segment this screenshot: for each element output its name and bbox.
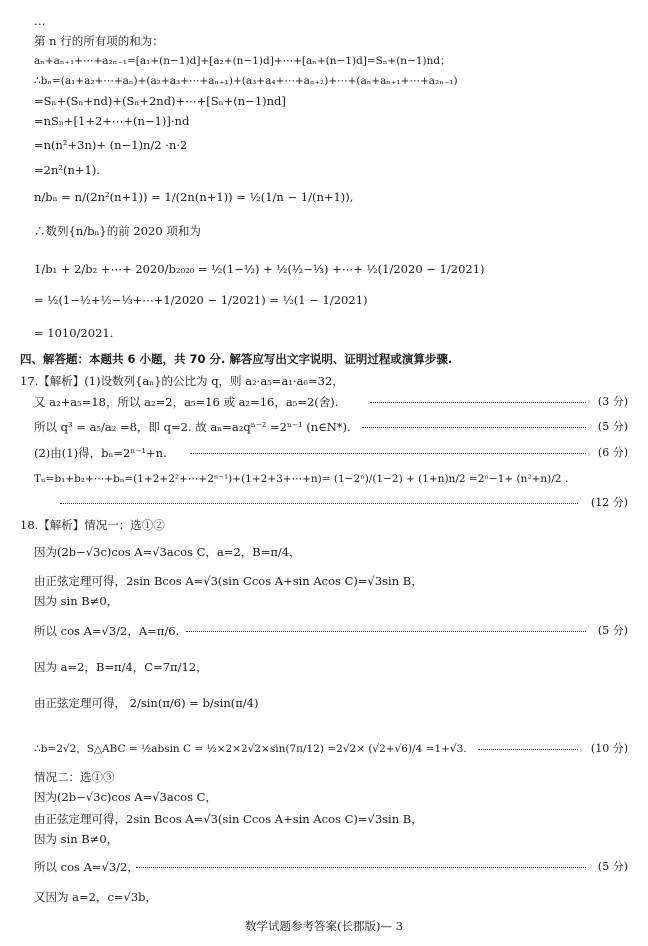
q18-line-4: 因为 sin B≠0，	[34, 594, 119, 608]
q18-line-5: 所以 cos A=√3/2，A=π/6.	[34, 624, 180, 638]
q18-line-11: 因为 sin B≠0，	[34, 832, 119, 846]
q18-case-2: 情况二：选①③	[34, 770, 115, 784]
sum-2020-step-1: 1/b₁ + 2/b₂ +⋯+ 2020/b₂₀₂₀ = ½(1−½) + ½(½−⅓) +⋯+ ½(1/2020 − 1/2021)	[34, 262, 485, 276]
score-5c: (5 分)	[597, 860, 628, 873]
n-over-bn: n/bₙ = n/(2n²(n+1)) = 1/(2n(n+1)) = ½(1/n − 1/(n+1)),	[34, 190, 354, 204]
bn-step-2: =nSₙ+[1+2+⋯+(n−1)]·nd	[34, 114, 190, 128]
dot-leader	[136, 867, 586, 868]
score-12: (12 分)	[590, 496, 628, 509]
q17-line-2: 又 a₂+a₅=18，所以 a₂=2，a₅=16 或 a₂=16，a₅=2(舍).	[34, 395, 339, 409]
sum-2020-step-2: = ½(1−½+½−⅓+⋯+1/2020 − 1/2021) = ½(1 − 1/2021)	[34, 293, 368, 307]
q18-line-2: 因为(2b−√3c)cos A=√3acos C，a=2，B=π/4，	[34, 545, 301, 559]
q18-line-3: 由正弦定理可得，2sin Bcos A=√3(sin Ccos A+sin Acos C)=√3sin B，	[34, 574, 423, 588]
score-5b: (5 分)	[597, 624, 628, 637]
bn-step-1: =Sₙ+(Sₙ+nd)+(Sₙ+2nd)+⋯+[Sₙ+(n−1)nd]	[34, 94, 286, 108]
dot-leader	[362, 427, 586, 428]
q18-line-8: ∴b=2√2，S△ABC = ½absin C = ½×2×2√2×sin(7π/12) =2√2× (√2+√6)/4 =1+√3.	[34, 743, 467, 755]
q17-line-1: 17.【解析】(1)设数列{aₙ}的公比为 q，则 a₂·a₅=a₁·a₆=32，	[20, 374, 344, 388]
row-sum-formula: aₙ+aₙ₊₁+⋯+a₂ₙ₋₁=[a₁+(n−1)d]+[a₂+(n−1)d]+⋯+[aₙ+(n−1)d]=Sₙ+(n−1)nd；	[34, 55, 451, 67]
dot-leader	[60, 503, 578, 504]
q17-line-4: (2)由(1)得，bₙ=2ⁿ⁻¹+n.	[34, 446, 167, 460]
ellipsis-line: …	[34, 14, 46, 28]
section-four-heading: 四、解答题：本题共 6 小题，共 70 分. 解答应写出文字说明、证明过程或演算步骤.	[20, 352, 453, 366]
dot-leader	[190, 453, 586, 454]
q18-line-12: 所以 cos A=√3/2，	[34, 860, 139, 874]
score-3: (3 分)	[597, 395, 628, 408]
score-6: (6 分)	[597, 446, 628, 459]
row-sum-intro: 第 n 行的所有项的和为：	[34, 34, 164, 48]
bn-expansion: ∴bₙ=(a₁+a₂+⋯+aₙ)+(a₂+a₃+⋯+aₙ₊₁)+(a₃+a₄+⋯+aₙ₊₂)+⋯+(aₙ+aₙ₊₁+⋯+a₂ₙ₋₁)	[34, 75, 458, 87]
q18-line-10: 由正弦定理可得，2sin Bcos A=√3(sin Ccos A+sin Acos C)=√3sin B，	[34, 812, 423, 826]
q17-line-5: Tₙ=b₁+b₂+⋯+bₙ=(1+2+2²+⋯+2ⁿ⁻¹)+(1+2+3+⋯+n)= (1−2ⁿ)/(1−2) + (1+n)n/2 =2ⁿ−1+ (n²+n)/2 .	[34, 473, 569, 485]
dot-leader	[478, 749, 578, 750]
bn-result: =2n²(n+1).	[34, 163, 100, 177]
q18-line-6: 因为 a=2，B=π/4，C=7π/12，	[34, 660, 208, 674]
dot-leader	[186, 631, 586, 632]
score-5: (5 分)	[597, 420, 628, 433]
sum-2020-intro: ∴数列{n/bₙ}的前 2020 项和为	[34, 224, 201, 238]
sum-2020-result: = 1010/2021.	[34, 326, 114, 340]
dot-leader	[370, 402, 586, 403]
score-10: (10 分)	[590, 742, 628, 755]
q18-line-7: 由正弦定理可得， 2/sin(π/6) = b/sin(π/4)	[34, 696, 259, 710]
page-footer: 数学试题参考答案(长郡版)— 3	[245, 919, 403, 933]
q18-line-1: 18.【解析】情况一：选①②	[20, 518, 165, 532]
q17-line-3: 所以 q³ = a₅/a₂ =8，即 q=2. 故 aₙ=a₂qⁿ⁻² =2ⁿ⁻¹ (n∈N*).	[34, 420, 351, 434]
q18-line-13: 又因为 a=2，c=√3b，	[34, 890, 158, 904]
q18-line-9: 因为(2b−√3c)cos A=√3acos C，	[34, 790, 217, 804]
bn-step-3: =n(n²+3n)+ (n−1)n/2 ·n·2	[34, 138, 188, 152]
